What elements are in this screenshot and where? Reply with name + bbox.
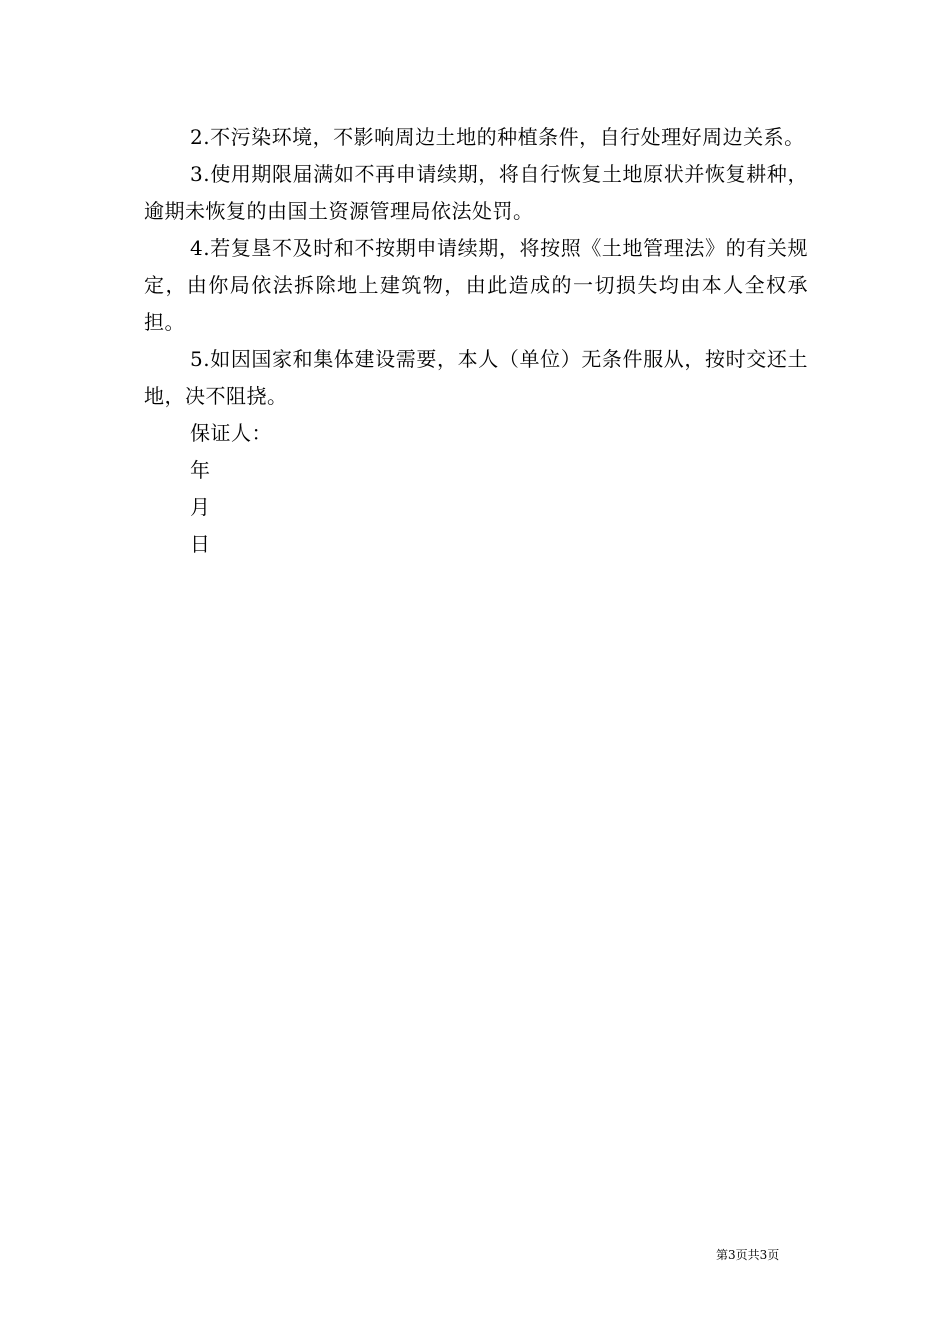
year-label: 年 (190, 458, 211, 482)
document-body (144, 119, 808, 563)
month-label: 月 (190, 495, 211, 519)
guarantor-label: 保证人： (190, 421, 272, 445)
paragraph-item-4: 4.若复垦不及时和不按期申请续期，将按照《土地管理法》的有关规定，由你局依法拆除地上建筑物，由此造成的一切损失均由本人全权承担。 (144, 236, 808, 334)
paragraph-item-3: 3.使用期限届满如不再申请续期，将自行恢复土地原状并恢复耕种，逾期未恢复的由国土资源管理局依法处罚。 (144, 162, 808, 223)
paragraph-item-2: 2.不污染环境，不影响周边土地的种植条件，自行处理好周边关系。 (190, 125, 805, 149)
signature-block (144, 415, 808, 563)
page-number: 第3页共3页 (716, 1248, 780, 1262)
day-label: 日 (190, 532, 211, 556)
paragraph-item-5: 5.如因国家和集体建设需要，本人（单位）无条件服从，按时交还土地，决不阻挠。 (144, 347, 808, 408)
